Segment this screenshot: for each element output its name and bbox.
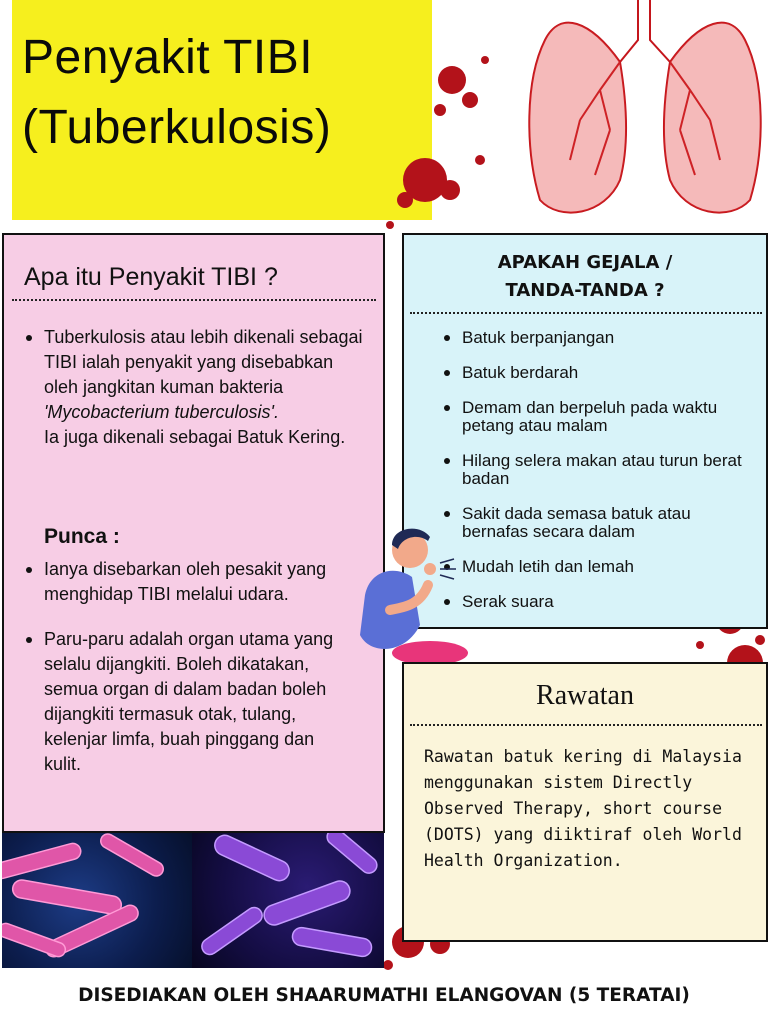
list-item: Batuk berpanjangan [444, 329, 744, 347]
symptoms-list [444, 329, 744, 628]
lungs-illustration [520, 0, 768, 225]
list-item: Ianya disebarkan oleh pesakit yang menghidap TIBI melalui udara. [26, 557, 356, 607]
author-credit: DISEDIAKAN OLEH SHAARUMATHI ELANGOVAN (5 TERATAI) [78, 985, 690, 1006]
treatment-panel [402, 662, 768, 942]
list-item: Sakit dada semasa batuk atau bernafas secara dalam [444, 505, 744, 541]
blood-splatter-decoration [380, 40, 500, 230]
list-item: Paru-paru adalah organ utama yang selalu dijangkiti. Boleh dikatakan, semua organ di dalam badan boleh dijangkiti termasuk otak, tulang, kelenjar limfa, buah pinggang dan kulit. [26, 627, 356, 777]
page-title-line2: (Tuberkulosis) [22, 101, 332, 154]
treatment-heading: Rawatan [536, 680, 634, 711]
divider [12, 299, 376, 301]
list-item: Demam dan berpeluh pada waktu petang atau malam [444, 399, 744, 435]
bacteria-name: 'Mycobacterium tuberculosis'. [44, 402, 279, 422]
list-item: Mudah letih dan lemah [444, 558, 744, 576]
list-item: Serak suara [444, 593, 744, 611]
cause-heading: Punca : [44, 525, 120, 548]
divider [410, 724, 762, 726]
list-item: Batuk berdarah [444, 364, 744, 382]
cause-list [26, 557, 356, 777]
treatment-text: Rawatan batuk kering di Malaysia menggunakan sistem Directly Observed Therapy, short course (DOTS) yang diiktiraf oleh World Health Organization. [424, 747, 742, 870]
divider [410, 312, 762, 314]
what-is-panel [2, 233, 385, 833]
page-title-line1: Penyakit TIBI [22, 31, 314, 84]
intro-text-extra: Ia juga dikenali sebagai Batuk Kering. [44, 427, 346, 447]
coughing-person-illustration [350, 515, 470, 665]
list-item: Hilang selera makan atau turun berat badan [444, 452, 744, 488]
bacteria-image [2, 833, 192, 968]
list-item [26, 325, 366, 450]
intro-text: Tuberkulosis atau lebih dikenali sebagai TIBI ialah penyakit yang disebabkan oleh jangkitan kuman bakteria [44, 327, 363, 397]
bacteria-image [192, 833, 384, 968]
what-is-heading: Apa itu Penyakit TIBI ? [24, 263, 278, 291]
symptoms-heading: APAKAH GEJALA / TANDA-TANDA ? [497, 252, 673, 301]
intro-list [26, 325, 366, 450]
